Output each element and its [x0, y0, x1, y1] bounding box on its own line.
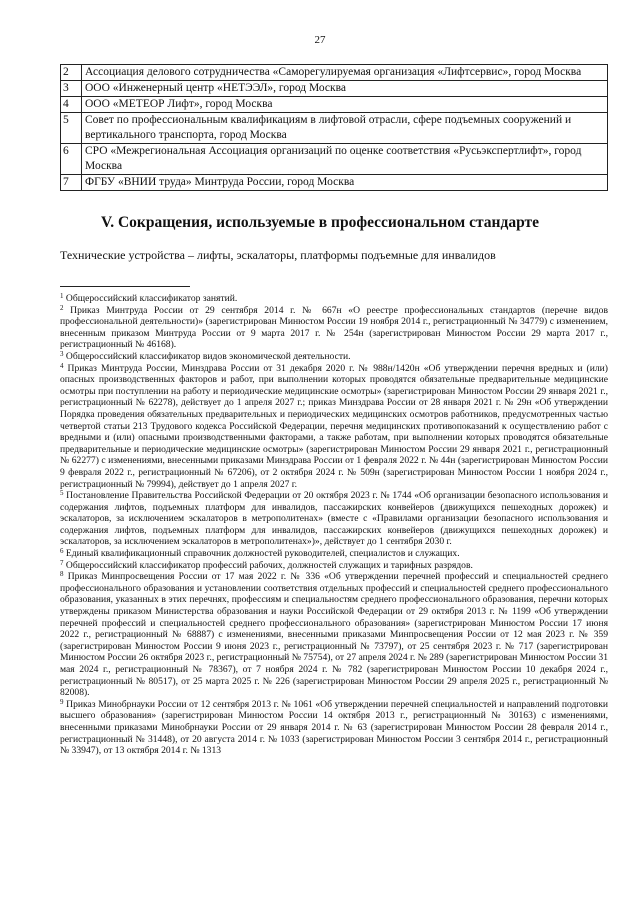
footnote	[60, 351, 608, 363]
footnote-text: Приказ Минпросвещения России от 17 мая 2022 г. № 336 «Об утверждении перечней профессий и специальностей среднего профессионального образования и установлении соответствия отдельных профессий и специальностей среднего профессионального образования, указанных в этих перечнях, профессиям и специальностям среднего профессионального образования, перечни которых утверждены приказом Министерства образования и науки Российской Федерации от 29 октября 2013 г. № 1199 «Об утверждении перечней профессий и специальностей среднего профессионального образования» (зарегистрирован Минюстом России 17 июня 2022 г., регистрационный № 68887) с изменениями, внесенными приказами Минпросвещения России от 12 мая 2023 г. № 359 (зарегистрирован Минюстом России 9 июня 2023 г., регистрационный № 73797), от 25 сентября 2023 г. № 717 (зарегистрирован Минюстом России 26 октября 2023 г., регистрационный № 75754), от 27 апреля 2024 г. № 289 (зарегистрирован Минюстом России 31 мая 2024 г., регистрационный № 78367), от 7 ноября 2024 г. № 782 (зарегистрирован Минюстом России 10 декабря 2024 г., регистрационный № 80517), от 25 марта 2025 г. № 226 (зарегистрирован Минюстом России 29 апреля 2025 г., регистрационный № 82008).	[60, 571, 608, 699]
section-title: V. Сокращения, используемые в профессиональном стандарте	[101, 214, 539, 231]
footnote	[60, 363, 608, 491]
table-row	[61, 97, 608, 113]
footnote	[60, 305, 608, 351]
organizations-table	[60, 64, 608, 191]
row-number: 3	[61, 81, 82, 97]
footnote	[60, 560, 608, 572]
organization-name: ООО «Инженерный центр «НЕТЭЭЛ», город Москва	[82, 81, 608, 97]
footnote-mark: 2	[60, 303, 64, 312]
table-row	[61, 81, 608, 97]
table-row	[61, 144, 608, 175]
footnote-mark: 8	[60, 570, 64, 579]
footnote-mark: 5	[60, 489, 64, 498]
footnote	[60, 571, 608, 699]
footnote-mark: 1	[60, 292, 64, 300]
footnote	[60, 293, 608, 305]
footnote-mark: 3	[60, 349, 64, 358]
footnote-text: Приказ Минтруда России, Минздрава России от 31 декабря 2020 г. № 988н/1420н «Об утверждении перечня вредных и (или) опасных производственных факторов и работ, при выполнении которых проводятся обязательные предварительные медицинские осмотры при поступлении на работу и периодические медицинские осмотры» (зарегистрирован Минюстом России 29 января 2021 г., регистрационный № 62278), действует до 1 апреля 2027 г.; приказ Минздрава России от 28 января 2021 г. № 29н «Об утверждении Порядка проведения обязательных предварительных и периодических медицинских осмотров работников, предусмотренных частью четвертой статьи 213 Трудового кодекса Российской Федерации, перечня медицинских противопоказаний к осуществлению работ с вредными и (или) опасными производственными факторами, а также работам, при выполнении которых проводятся обязательные предварительные и периодические медицинские осмотры» (зарегистрирован Минюстом России 29 января 2021 г., регистрационный № 62277) с изменениями, внесенными приказами Минздрава России от 1 февраля 2022 г. № 44н (зарегистрирован Минюстом России 9 февраля 2022 г., регистрационный № 67206), от 2 октября 2024 г. № 509н (зарегистрирован Минюстом России 1 ноября 2024 г., регистрационный № 79994), действует до 1 апреля 2027 г.	[60, 362, 608, 490]
row-number: 4	[61, 97, 82, 113]
footnote-text: Единый квалификационный справочник должностей руководителей, специалистов и служащих.	[65, 548, 460, 560]
footnote-separator	[60, 286, 190, 287]
footnote-text: Постановление Правительства Российской Федерации от 20 октября 2023 г. № 1744 «Об организации безопасного использования и содержания лифтов, подъемных платформ для инвалидов, пассажирских конвейеров (движущихся пешеходных дорожек) и эскалаторов, за исключением эскалаторов в метрополитенах» (вместе с «Правилами организации безопасного использования и содержания лифтов, подъемных платформ для инвалидов, пассажирских конвейеров (движущихся пешеходных дорожек) и эскалаторов, за исключением эскалаторов в метрополитенах»)», действует до 1 сентября 2030 г.	[60, 490, 608, 548]
row-number: 5	[61, 113, 82, 144]
footnote	[60, 548, 608, 560]
footnote-text: Общероссийский классификатор профессий рабочих, должностей служащих и тарифных разрядов.	[65, 559, 473, 571]
row-number: 6	[61, 144, 82, 175]
abbreviation-text: Технические устройства – лифты, эскалаторы, платформы подъемные для инвалидов	[60, 248, 496, 262]
footnote-text: Общероссийский классификатор занятий.	[65, 293, 238, 304]
table-row	[61, 113, 608, 144]
organization-name: СРО «Межрегиональная Ассоциация организаций по оценке соответствия «Русьэкспертлифт», город Москва	[82, 144, 608, 175]
table-row	[61, 175, 608, 191]
table-row	[61, 65, 608, 81]
footnote	[60, 699, 608, 757]
footnote-mark: 4	[60, 361, 64, 370]
footnote-mark: 9	[60, 697, 64, 706]
page-number: 27	[314, 34, 326, 46]
organization-name: ФГБУ «ВНИИ труда» Минтруда России, город Москва	[82, 175, 608, 191]
footnote-text: Приказ Минтруда России от 29 сентября 2014 г. № 667н «О реестре профессиональных стандартов (перечне видов профессиональной деятельности)» (зарегистрирован Минюстом России 19 ноября 2014 г., регистрационный № 34779) с изменением, внесенным приказом Минтруда России от 9 марта 2017 г. № 254н (зарегистрирован Минюстом России 29 марта 2017 г., регистрационный № 46168).	[60, 304, 608, 351]
row-number: 7	[61, 175, 82, 191]
footnotes	[60, 293, 608, 757]
footnote-mark: 7	[60, 558, 64, 567]
footnote-text: Общероссийский классификатор видов экономической деятельности.	[65, 350, 351, 362]
organization-name: ООО «МЕТЕОР Лифт», город Москва	[82, 97, 608, 113]
organization-name: Совет по профессиональным квалификациям в лифтовой отрасли, сфере подъемных сооружений и вертикального транспорта, город Москва	[82, 113, 608, 144]
footnote-mark: 6	[60, 547, 64, 556]
footnote-text: Приказ Минобрнауки России от 12 сентября 2013 г. № 1061 «Об утверждении перечней специальностей и направлений подготовки высшего образования» (зарегистрирован Минюстом России 14 октября 2013 г., регистрационный № 30163) с изменениями, внесенными приказами Минобрнауки России от 29 января 2014 г. № 63 (зарегистрирован Минюстом России 28 февраля 2014 г., регистрационный № 31448), от 20 августа 2014 г. № 1033 (зарегистрирован Минюстом России 3 сентября 2014 г., регистрационный № 33947), от 13 октября 2014 г. № 1313	[60, 698, 608, 757]
footnote	[60, 490, 608, 548]
row-number: 2	[61, 65, 82, 81]
organization-name: Ассоциация делового сотрудничества «Саморегулируемая организация «Лифтсервис», город Москва	[82, 65, 608, 81]
